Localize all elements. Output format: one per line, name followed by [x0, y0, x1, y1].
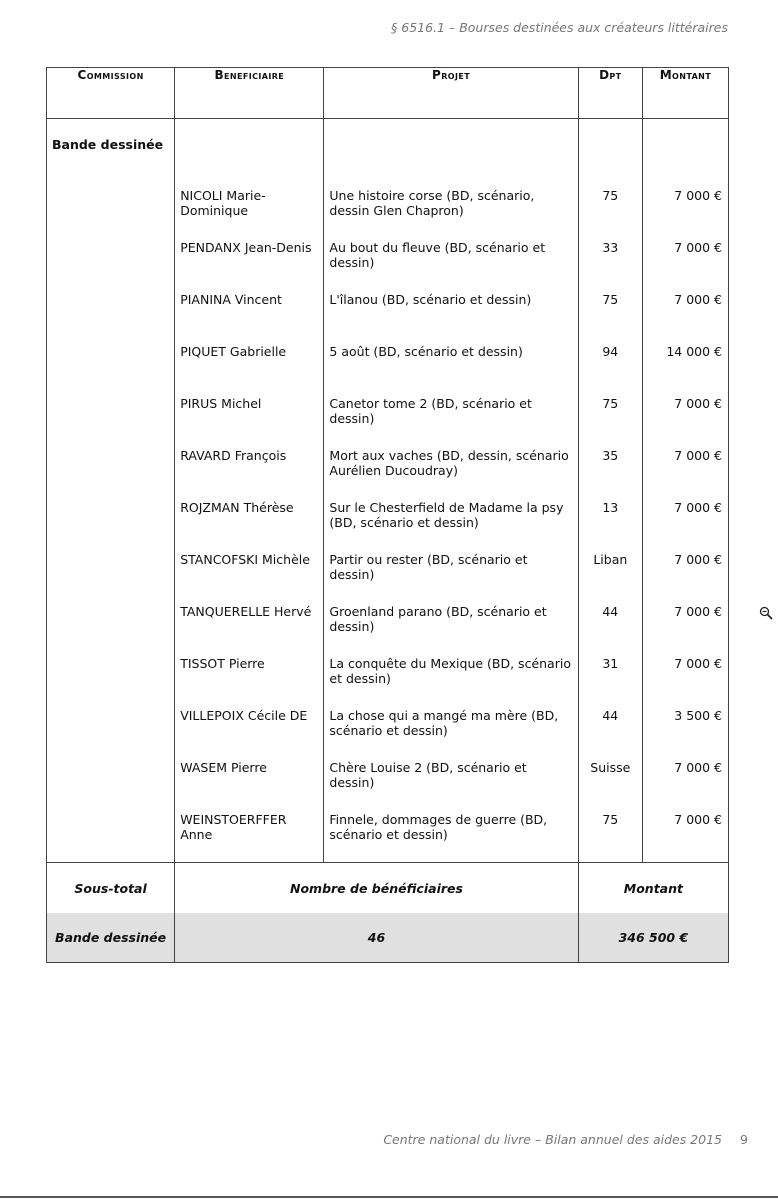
project-cell: La chose qui a mangé ma mère (BD, scénario et dessin) — [324, 706, 578, 758]
project-cell: L'îlanou (BD, scénario et dessin) — [324, 290, 578, 342]
department-cell: 75 — [578, 810, 642, 863]
beneficiary-cell: TANQUERELLE Hervé — [175, 602, 324, 654]
table-header-row — [47, 68, 729, 119]
project-cell: La conquête du Mexique (BD, scénario et dessin) — [324, 654, 578, 706]
column-header-montant: Montant — [642, 68, 728, 119]
table-row — [47, 342, 729, 394]
amount-header: Montant — [578, 863, 728, 914]
department-cell: 94 — [578, 342, 642, 394]
table-row — [47, 238, 729, 290]
commission-cell — [47, 602, 175, 654]
table-row — [47, 394, 729, 446]
amount-cell: 7 000 € — [642, 238, 728, 290]
commission-cell — [47, 446, 175, 498]
beneficiary-cell: TISSOT Pierre — [175, 654, 324, 706]
page-number: 9 — [740, 1132, 748, 1147]
table-row — [47, 498, 729, 550]
commission-cell — [47, 186, 175, 238]
beneficiary-cell: STANCOFSKI Michèle — [175, 550, 324, 602]
table-row — [47, 810, 729, 863]
amount-cell: 7 000 € — [642, 498, 728, 550]
table-body — [47, 186, 729, 863]
amount-cell: 7 000 € — [642, 394, 728, 446]
beneficiary-cell: WASEM Pierre — [175, 758, 324, 810]
column-header-dpt: Dpt — [578, 68, 642, 119]
project-cell: Une histoire corse (BD, scénario, dessin Glen Chapron) — [324, 186, 578, 238]
department-cell: 13 — [578, 498, 642, 550]
project-cell: Au bout du fleuve (BD, scénario et dessin) — [324, 238, 578, 290]
table-row — [47, 550, 729, 602]
department-cell: 75 — [578, 186, 642, 238]
bottom-divider — [0, 1196, 778, 1198]
project-cell: Finnele, dommages de guerre (BD, scénario et dessin) — [324, 810, 578, 863]
total-amount: 346 500 € — [578, 913, 728, 963]
project-cell: Chère Louise 2 (BD, scénario et dessin) — [324, 758, 578, 810]
project-cell: Canetor tome 2 (BD, scénario et dessin) — [324, 394, 578, 446]
table-row — [47, 654, 729, 706]
beneficiary-cell: PIANINA Vincent — [175, 290, 324, 342]
commission-cell — [47, 342, 175, 394]
department-cell: 44 — [578, 706, 642, 758]
column-header-projet: Projet — [324, 68, 578, 119]
column-header-beneficiaire: Beneficiaire — [175, 68, 324, 119]
beneficiary-cell: PENDANX Jean-Denis — [175, 238, 324, 290]
commission-cell — [47, 810, 175, 863]
amount-cell: 7 000 € — [642, 446, 728, 498]
project-cell: Groenland parano (BD, scénario et dessin) — [324, 602, 578, 654]
commission-cell — [47, 706, 175, 758]
department-cell: 44 — [578, 602, 642, 654]
amount-cell: 7 000 € — [642, 654, 728, 706]
commission-cell — [47, 550, 175, 602]
table-row — [47, 758, 729, 810]
amount-cell: 7 000 € — [642, 758, 728, 810]
department-cell: Suisse — [578, 758, 642, 810]
summary-value-row — [47, 913, 729, 963]
table-row — [47, 186, 729, 238]
commission-cell — [47, 394, 175, 446]
project-cell: Sur le Chesterfield de Madame la psy (BD, scénario et dessin) — [324, 498, 578, 550]
department-cell: 33 — [578, 238, 642, 290]
beneficiary-cell: VILLEPOIX Cécile DE — [175, 706, 324, 758]
beneficiary-cell: ROJZMAN Thérèse — [175, 498, 324, 550]
amount-cell: 7 000 € — [642, 810, 728, 863]
department-cell: 35 — [578, 446, 642, 498]
section-title: Bande dessinée — [47, 119, 175, 187]
beneficiary-cell: RAVARD François — [175, 446, 324, 498]
department-cell: 75 — [578, 394, 642, 446]
commission-cell — [47, 290, 175, 342]
page-footer: Centre national du livre – Bilan annuel des aides 2015 — [383, 1132, 722, 1147]
commission-cell — [47, 654, 175, 706]
zoom-out-icon[interactable] — [759, 606, 773, 620]
beneficiary-cell: NICOLI Marie-Dominique — [175, 186, 324, 238]
amount-cell: 14 000 € — [642, 342, 728, 394]
department-cell: 31 — [578, 654, 642, 706]
project-cell: 5 août (BD, scénario et dessin) — [324, 342, 578, 394]
subtotal-label: Sous-total — [47, 863, 175, 914]
project-cell: Mort aux vaches (BD, dessin, scénario Aurélien Ducoudray) — [324, 446, 578, 498]
beneficiary-count: 46 — [175, 913, 579, 963]
amount-cell: 3 500 € — [642, 706, 728, 758]
table-row — [47, 446, 729, 498]
commission-cell — [47, 238, 175, 290]
amount-cell: 7 000 € — [642, 290, 728, 342]
section-row — [47, 119, 729, 187]
grants-table — [46, 67, 729, 963]
column-header-commission: Commission — [47, 68, 175, 119]
commission-cell — [47, 498, 175, 550]
page-header: § 6516.1 – Bourses destinées aux créateurs littéraires — [391, 20, 728, 35]
beneficiary-cell: PIRUS Michel — [175, 394, 324, 446]
table-row — [47, 290, 729, 342]
table-row — [47, 602, 729, 654]
summary-header-row — [47, 863, 729, 914]
amount-cell: 7 000 € — [642, 550, 728, 602]
count-header: Nombre de bénéficiaires — [175, 863, 579, 914]
department-cell: Liban — [578, 550, 642, 602]
commission-cell — [47, 758, 175, 810]
beneficiary-cell: PIQUET Gabrielle — [175, 342, 324, 394]
project-cell: Partir ou rester (BD, scénario et dessin) — [324, 550, 578, 602]
amount-cell: 7 000 € — [642, 186, 728, 238]
summary-category: Bande dessinée — [47, 913, 175, 963]
table-row — [47, 706, 729, 758]
beneficiary-cell: WEINSTOERFFER Anne — [175, 810, 324, 863]
department-cell: 75 — [578, 290, 642, 342]
amount-cell: 7 000 € — [642, 602, 728, 654]
